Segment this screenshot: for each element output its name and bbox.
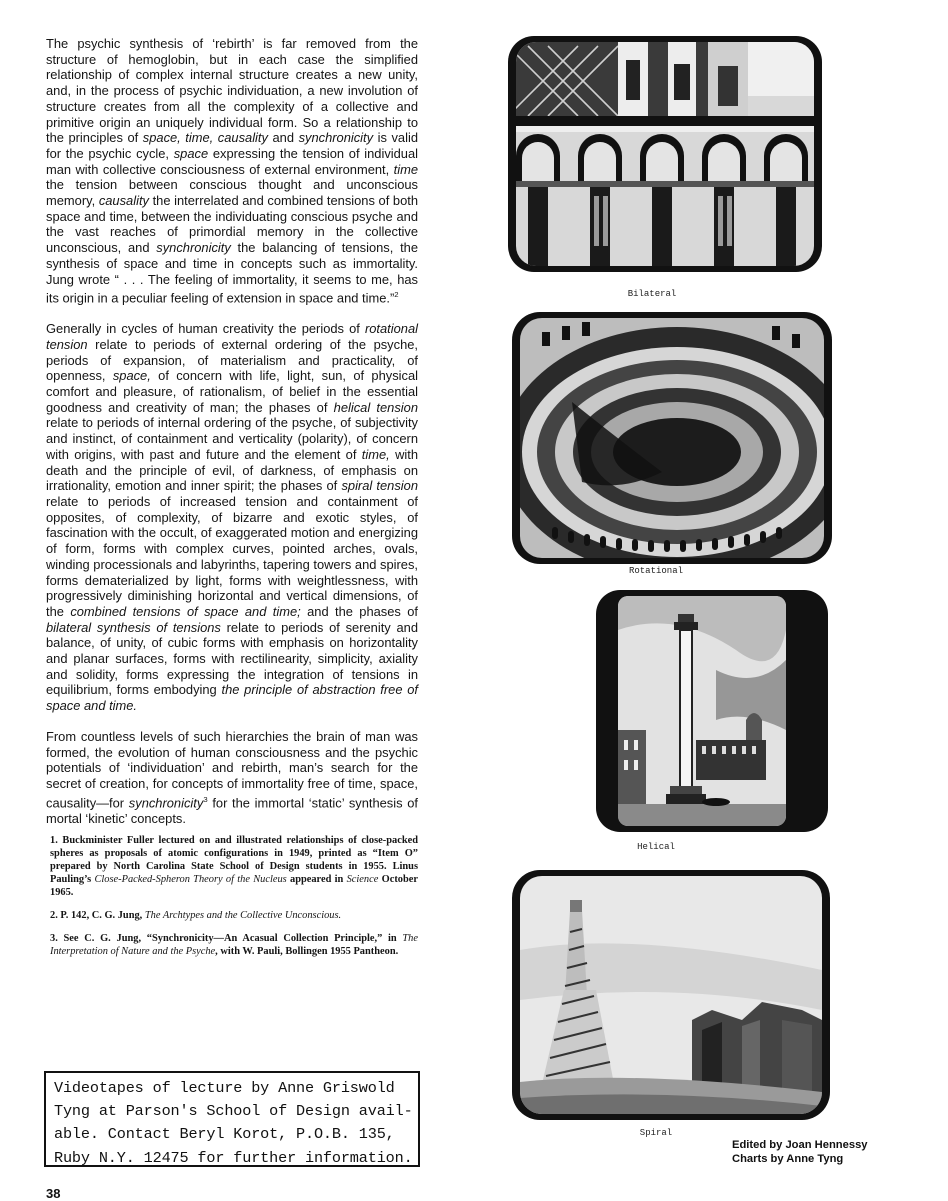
italic-text-run: The Interpretation of Nature and the Psyche [50, 933, 418, 958]
text-run: and the phases of [300, 603, 418, 619]
text-run: relate to periods of increased tension and containment of opposites, of complexity, of bizarre and exotic styles, of fascination with the occult, of exaggerated motion and energizing of form, forms with complex curves, pointed arches, ovals, winding processionals and labyrinths, tapering towers and spires, forms dematerialized by light, forms with weightlessness, with progressively diminishing horizontal and vertical dimensions, of the [46, 493, 418, 619]
tv-screen-spiral-image [512, 870, 830, 1120]
italic-text-run: space [173, 145, 209, 161]
text-run: 2. P. 142, C. G. Jung, [50, 910, 145, 922]
italic-text-run: synchronicity [128, 794, 204, 810]
text-run: and [267, 130, 299, 146]
tv-screen-helical-image [596, 590, 828, 832]
paragraph-3 [46, 729, 418, 827]
footnote-2 [46, 909, 418, 922]
text-run: October 1965. [50, 874, 418, 899]
text-run: the balancing of tensions, the synthesis of space and time in concepts such as immortality. Jung wrote “ . . . The feeling of immortality, it seems to me, has its origin in a peculiar feeling of extension in space and time.” [46, 240, 418, 306]
italic-text-run: synchronicity [156, 240, 231, 256]
text-run: of concern with life, light, sun, of physical comfort and pleasure, of rationalism, of belief in the essential goodness and creativity of man; the phases of [46, 368, 418, 415]
credits [732, 1138, 868, 1166]
paragraph-1 [46, 36, 418, 306]
tv-screen-rotational-image [512, 312, 832, 564]
italic-text-run: time [393, 161, 418, 177]
italic-text-run: Close-Packed-Spheron Theory of the Nucleus [94, 874, 287, 886]
footnote-reference: 2 [394, 290, 399, 300]
italic-text-run: space, [112, 368, 151, 384]
notice-line: Videotapes of lecture by Anne Griswold [54, 1079, 395, 1097]
italic-text-run: causality [98, 193, 149, 209]
italic-text-run: rotational tension [46, 321, 418, 352]
italic-text-run: bilateral synthesis of tensions [46, 619, 221, 635]
text-run: the tension between conscious thought and unconscious memory, [46, 177, 418, 209]
charts-credit: Charts by Anne Tyng [732, 1153, 844, 1165]
italic-text-run: time, [361, 446, 390, 462]
text-run: for the immortal ‘static’ synthesis of mortal ‘kinetic’ concepts. [46, 794, 418, 826]
italic-text-run: combined tensions of space and time; [70, 603, 301, 619]
article-column [46, 36, 418, 968]
tv-screen-bilateral-image [508, 36, 822, 272]
italic-text-run: the principle of abstraction free of space and time. [46, 682, 419, 714]
footnotes [46, 834, 418, 958]
text-run: appeared in [286, 874, 347, 886]
text-run: is valid for the psychic cycle, [46, 130, 418, 161]
notice-line: Tyng at Parson's School of Design avail- [54, 1102, 413, 1121]
editor-credit: Edited by Joan Hennessy [732, 1139, 868, 1151]
text-run: 3. See C. G. Jung, “Synchronicity—An Acasual Collection Principle,” in [50, 933, 403, 945]
caption-helical: Helical [637, 842, 675, 852]
notice-line: Ruby N.Y. 12475 for further information. [54, 1148, 413, 1167]
text-run: with death and the principle of evil, of darkness, of emphasis on irrationality, emotion and inner spirit; the phases of [46, 446, 418, 494]
italic-text-run: helical tension [333, 399, 418, 415]
page-number: 38 [46, 1186, 61, 1201]
text-run: relate to periods of serenity and balance, of unity, of cubic forms with emphasis on horizontality and planar surfaces, forms with rectilinearity, simplicity, axiality and solidity, forms expressing the integration of tensions in equilibrium, forms embodying [46, 619, 418, 698]
text-run: relate to periods of internal ordering of the psyche, of subjectivity and instinct, of containment and verticality (polarity), of concern with origins, with past and future and the element of [46, 415, 418, 462]
caption-bilateral: Bilateral [627, 289, 677, 299]
text-run: relate to periods of external ordering of the psyche, periods of expansion, of materialism and practicality, of openness, [46, 336, 418, 384]
italic-text-run: synchronicity [298, 130, 374, 146]
footnote-3 [46, 932, 418, 958]
text-run: The psychic synthesis of ‘rebirth’ is far removed from the structure of hemoglobin, but in each case the simplified relationship of complex internal structure creates a new unity, and, in the process of psychic individuation, a new involution of structure creates from all the complexity of a collective and primitive origin an uniquely individual form. So a relationship to the principles of [46, 36, 418, 146]
text-run: From countless levels of such hierarchies the brain of man was formed, the evolution of human consciousness and the psychic potentials of ‘individuation’ and rebirth, man’s search for the secret of creation, for concepts of immortality free of time, space, causality—for [46, 728, 418, 810]
paragraph-2 [46, 321, 418, 714]
caption-rotational: Rotational [628, 566, 683, 576]
text-run: 1. Buckminister Fuller lectured on and illustrated relationships of close-packed spheres as proposals of atomic configurations in 1949, printed as “Item O” prepared by North Carolina State School of Design students in 1955. Linus Pauling’s [50, 835, 418, 886]
caption-spiral: Spiral [639, 1128, 673, 1138]
videotape-notice-box [44, 1071, 420, 1167]
text-run: , with W. Pauli, Bollingen 1955 Pantheon. [215, 946, 399, 958]
italic-text-run: The Archtypes and the Collective Unconscious. [144, 910, 342, 922]
text-run: Generally in cycles of human creativity the periods of [46, 321, 365, 337]
footnote-1 [46, 834, 418, 899]
notice-line: able. Contact Beryl Korot, P.O.B. 135, [54, 1125, 395, 1144]
italic-text-run: space, time, causality [142, 130, 268, 146]
footnote-reference: 3 [203, 794, 208, 804]
text-run: the interrelated and combined tensions of both space and time, between the individuating conscious psyche and the vast reaches of primordial memory in the collective unconscious, and [46, 193, 419, 256]
italic-text-run: Science [346, 874, 379, 886]
text-run: expressing the tension of individual man with collective consciousness of external environment, [46, 145, 418, 177]
italic-text-run: spiral tension [341, 478, 419, 494]
